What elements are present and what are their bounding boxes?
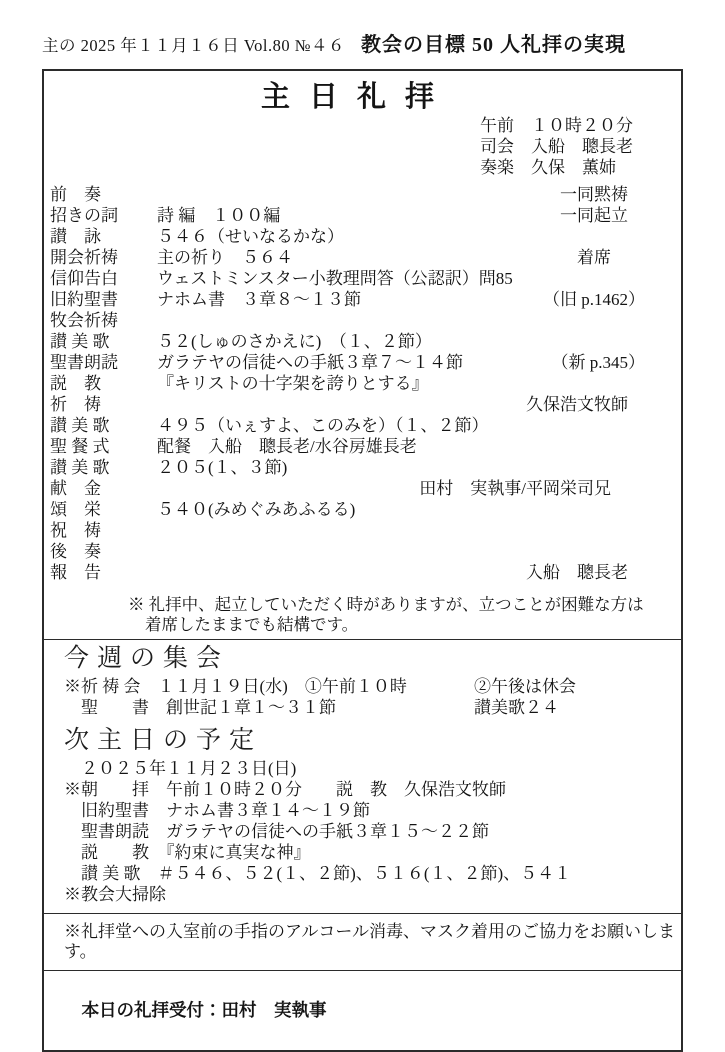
order-item-content: ５４０(みめぐみあふるる) — [157, 500, 356, 519]
order-item-label: 招きの詞 — [50, 206, 118, 225]
worship-title: 主日礼拝 — [260, 81, 453, 113]
order-item-content: 配餐 入船 聰長老/水谷房雄長老 — [157, 437, 417, 456]
order-item-content — [157, 562, 526, 583]
page-header — [42, 28, 683, 57]
order-item-label: 祈 祷 — [50, 395, 101, 414]
worship-order-row — [50, 520, 645, 541]
worship-order-row — [50, 289, 645, 310]
hygiene-notice-text: ※礼拝堂への入室前の手指のアルコール消毒、マスク着用のご協力をお願いします。 — [64, 922, 675, 961]
info-value: １０時２０分 — [531, 116, 633, 135]
next-sunday-heading: 次主日の予定 — [64, 727, 263, 754]
order-item-content: ５４６（せいなるかな） — [157, 227, 344, 246]
week-row-left: ※祈 祷 会 １１月１９日(水) ①午前１０時 — [64, 677, 407, 696]
standing-note — [128, 595, 645, 635]
reception-value: 田村 実執事 — [221, 1000, 327, 1020]
order-item-annotation: （新 p.345） — [551, 353, 645, 372]
worship-order-list — [50, 184, 645, 583]
order-item-content — [157, 520, 645, 541]
order-item-annotation: （旧 p.1462） — [543, 290, 645, 309]
worship-order-row — [50, 268, 645, 289]
order-item-content: 主の祈り ５６４ — [157, 248, 293, 267]
worship-order-row — [50, 247, 645, 268]
order-item-annotation: 一同黙祷 — [560, 185, 645, 204]
worship-order-row — [50, 310, 645, 331]
order-item-content — [157, 394, 526, 415]
worship-order-row — [50, 541, 645, 562]
standing-note-line1: ※ 礼拝中、起立していただく時がありますが、立つことが困難な方は — [128, 595, 644, 614]
order-item-content: ガラテヤの信徒への手紙３章７～１４節 — [157, 353, 463, 372]
order-item-label: 後 奏 — [50, 542, 101, 561]
info-value: 入船 聰長老 — [531, 137, 633, 156]
worship-info — [480, 115, 645, 178]
order-item-annotation: 久保浩文牧師 — [526, 395, 645, 414]
order-item-content — [157, 478, 419, 499]
worship-order-row — [50, 352, 645, 373]
info-value: 久保 薫姉 — [531, 158, 616, 177]
worship-order-row — [50, 226, 645, 247]
worship-info-row — [480, 157, 645, 178]
order-item-content: ２０５(１、３節) — [157, 458, 288, 477]
order-item-label: 献 金 — [50, 479, 101, 498]
order-item-content: 『キリストの十字架を誇りとする』 — [157, 374, 429, 393]
next-sunday-line: 聖書朗読 ガラテヤの信徒への手紙３章１５～２２節 — [64, 822, 489, 841]
next-sunday-line: 説 教 『約束に真実な神』 — [64, 843, 311, 862]
order-item-label: 讃 美 歌 — [50, 458, 110, 477]
worship-order-row — [50, 457, 645, 478]
order-item-label: 讃 詠 — [50, 227, 101, 246]
next-sunday-line: 讃 美 歌 ＃５４６、５２(１、２節)、５１６(１、２節)、５４１ — [64, 864, 572, 883]
order-item-content: ４９５（いぇすよ、このみを）（１、２節） — [157, 416, 489, 435]
order-item-content — [157, 310, 645, 331]
order-item-content — [157, 541, 645, 562]
order-item-content: 詩 編 １００編 — [157, 206, 281, 225]
worship-order-row — [50, 415, 645, 436]
worship-order-row — [50, 499, 645, 520]
week-row-left: 聖 書 創世記１章１～３１節 — [64, 698, 336, 717]
order-item-label: 報 告 — [50, 563, 101, 582]
order-item-label: 牧会祈祷 — [50, 311, 118, 330]
worship-order-row — [50, 205, 645, 226]
worship-order-row — [50, 436, 645, 457]
hygiene-notice-section — [44, 914, 681, 971]
this-week-row — [64, 697, 673, 718]
worship-order-row — [50, 331, 645, 352]
next-sunday-lines — [64, 758, 673, 905]
order-item-content: ナホム書 ３章８～１３節 — [157, 290, 361, 309]
order-item-annotation: 着席 — [577, 248, 645, 267]
order-item-label: 頌 栄 — [50, 500, 101, 519]
order-item-content: ウェストミンスター小教理問答（公認訳）問85 — [157, 269, 513, 288]
order-item-content — [157, 184, 560, 205]
worship-order-row — [50, 478, 645, 499]
next-sunday-line: ２０２５年１１月２３日(日) — [64, 759, 297, 778]
order-item-annotation: 田村 実執事/平岡栄司兄 — [419, 479, 645, 498]
worship-order-row — [50, 394, 645, 415]
order-item-label: 前 奏 — [50, 185, 101, 204]
this-week-rows — [64, 676, 673, 718]
order-item-label: 旧約聖書 — [50, 290, 118, 309]
info-label: 司会 — [480, 137, 514, 156]
order-item-label: 信仰告白 — [50, 269, 118, 288]
week-row-right: 讃美歌２４ — [474, 698, 559, 717]
next-sunday-line: ※朝 拝 午前１０時２０分 説 教 久保浩文牧師 — [64, 780, 506, 799]
order-item-content: ５２(しゅのさかえに) （１、２節） — [157, 332, 432, 351]
next-sunday-line: 旧約聖書 ナホム書３章１４～１９節 — [64, 801, 370, 820]
order-item-label: 祝 祷 — [50, 521, 101, 540]
church-goal: 教会の目標 50 人礼拝の実現 — [361, 34, 626, 56]
reception-footer — [44, 971, 681, 1050]
this-week-heading: 今週の集会 — [64, 645, 230, 672]
order-item-annotation: 一同起立 — [560, 206, 645, 225]
worship-order-row — [50, 562, 645, 583]
worship-info-row — [480, 136, 645, 157]
next-sunday-line: ※教会大掃除 — [64, 885, 166, 904]
worship-info-row — [480, 115, 645, 136]
meetings-section — [44, 640, 681, 914]
info-label: 午前 — [480, 116, 514, 135]
order-item-label: 説 教 — [50, 374, 101, 393]
worship-order-row — [50, 184, 645, 205]
order-item-label: 聖 餐 式 — [50, 437, 110, 456]
info-label: 奏楽 — [480, 158, 514, 177]
this-week-row — [64, 676, 673, 697]
week-row-right: ②午後は休会 — [474, 677, 576, 696]
bulletin-box — [42, 69, 683, 1052]
order-item-annotation: 入船 聰長老 — [526, 563, 645, 582]
worship-order-row — [50, 373, 645, 394]
order-item-label: 讃 美 歌 — [50, 416, 110, 435]
worship-section — [44, 71, 681, 640]
order-item-label: 聖書朗読 — [50, 353, 118, 372]
standing-note-line2: 着席したままでも結構です。 — [145, 615, 359, 634]
order-item-label: 開会祈祷 — [50, 248, 118, 267]
issue-date-line: 主の 2025 年１１月１６日 Vol.80 №４６ — [42, 36, 345, 55]
reception-label: 本日の礼拝受付： — [81, 1000, 222, 1020]
order-item-label: 讃 美 歌 — [50, 332, 110, 351]
